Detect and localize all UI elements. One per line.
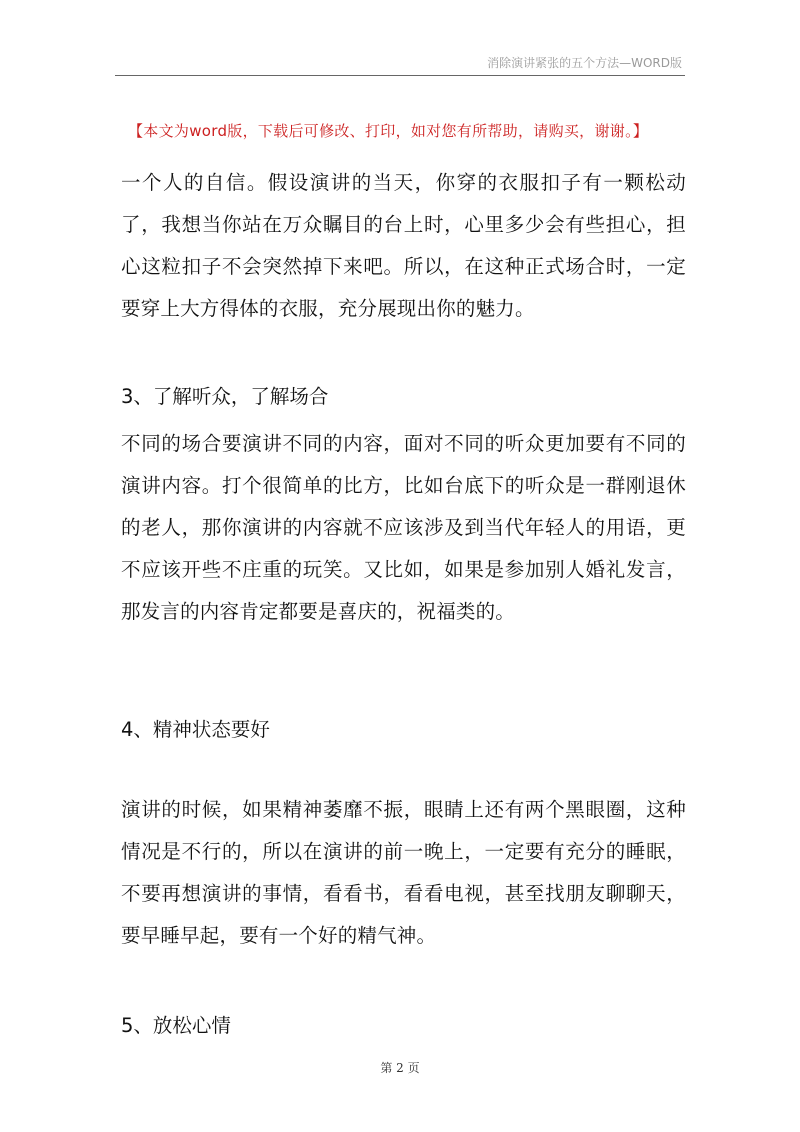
download-notice: 【本文为word版，下载后可修改、打印，如对您有所帮助，请购买，谢谢。】 <box>128 122 649 140</box>
header-divider <box>115 75 685 76</box>
section-heading-3: 3、了解听众，了解场合 <box>121 385 329 408</box>
paragraph-confidence: 一个人的自信。假设演讲的当天，你穿的衣服扣子有一颗松动了，我想当你站在万众瞩目的台上时，心里多少会有些担心，担心这粒扣子不会突然掉下来吧。所以，在这种正式场合时，一定要穿上大方得体的衣服，充分展现出你的魅力。 <box>121 171 686 320</box>
page-number: 第 2 页 <box>380 1061 420 1075</box>
section-heading-5: 5、放松心情 <box>121 1014 231 1037</box>
running-header: 消除演讲紧张的五个方法—WORD版 <box>487 56 682 70</box>
paragraph-audience: 不同的场合要演讲不同的内容，面对不同的听众更加要有不同的演讲内容。打个很简单的比方，比如台底下的听众是一群刚退休的老人，那你演讲的内容就不应该涉及到当代年轻人的用语，更不应该开些不庄重的玩笑。又比如，如果是参加别人婚礼发言，那发言的内容肯定都要是喜庆的，祝福类的。 <box>121 432 686 623</box>
paragraph-spirit: 演讲的时候，如果精神萎靡不振，眼睛上还有两个黑眼圈，这种情况是不行的，所以在演讲的前一晚上，一定要有充分的睡眠，不要再想演讲的事情，看看书，看看电视，甚至找朋友聊聊天，要早睡早起，要有一个好的精气神。 <box>121 798 686 947</box>
section-heading-4: 4、精神状态要好 <box>121 718 270 741</box>
